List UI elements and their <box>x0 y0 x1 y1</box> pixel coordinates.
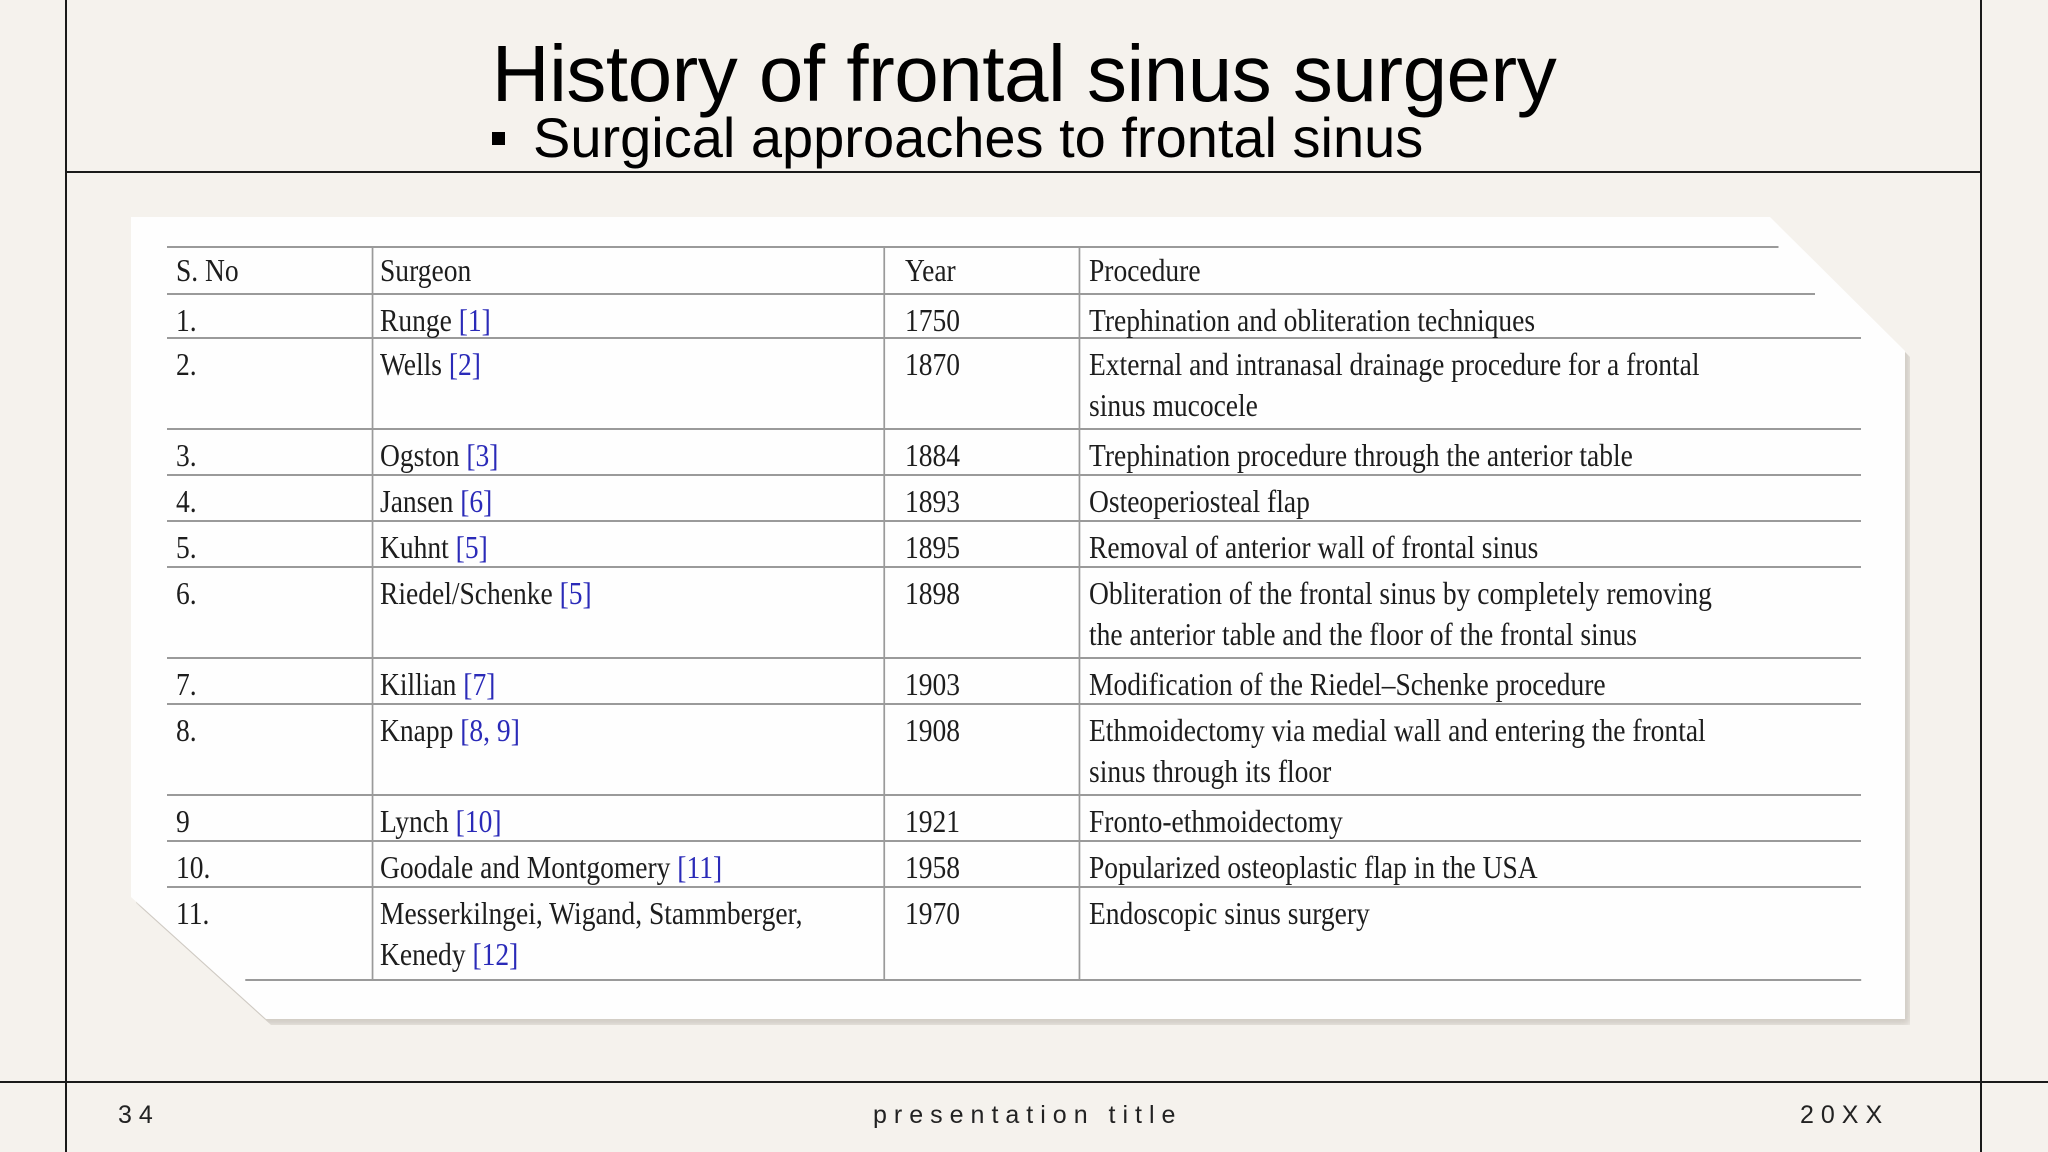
row-year: 1908 <box>904 712 961 748</box>
citation-link[interactable]: [11] <box>677 849 723 885</box>
citation-link[interactable]: [10] <box>455 803 502 839</box>
surgeon-line: Messerkilngei, Wigand, Stammberger, <box>379 895 803 931</box>
row-surgeon: Kuhnt [5] <box>379 529 488 565</box>
table-top-rule <box>167 246 1779 248</box>
citation-link[interactable]: [7] <box>463 666 496 702</box>
row-year: 1898 <box>904 575 961 611</box>
row-number: 3. <box>175 437 197 473</box>
row-number: 8. <box>175 712 197 748</box>
citation-link[interactable]: [5] <box>559 575 592 611</box>
surgeon-line: Kenedy [12] <box>379 936 519 972</box>
footer-divider <box>0 1081 2048 1083</box>
row-procedure <box>1089 527 1538 568</box>
footer-title: presentation title <box>873 1101 1183 1129</box>
slide-title: History of frontal sinus surgery <box>491 29 1557 118</box>
row-procedure <box>1089 801 1343 842</box>
table-column-rule <box>1079 246 1081 979</box>
table-header-cell: S. No <box>175 252 239 288</box>
row-year: 1903 <box>904 666 961 702</box>
row-surgeon: Lynch [10] <box>379 803 502 839</box>
slide-subtitle <box>492 106 1423 170</box>
procedure-line: Ethmoidectomy via medial wall and entering the frontal <box>1088 712 1706 748</box>
row-surgeon: Knapp [8, 9] <box>379 712 520 748</box>
citation-link[interactable]: [12] <box>472 936 519 972</box>
row-number: 5. <box>175 529 197 565</box>
procedure-line: Fronto-ethmoidectomy <box>1088 803 1343 839</box>
row-year: 1750 <box>904 302 961 338</box>
procedure-line: sinus through its floor <box>1088 753 1332 789</box>
table-header-rule <box>167 293 1815 295</box>
row-surgeon: Riedel/Schenke [5] <box>379 575 592 611</box>
table-header-cell: Year <box>904 252 956 288</box>
procedure-line: Osteoperiosteal flap <box>1088 483 1310 519</box>
procedure-line: Obliteration of the frontal sinus by completely removing <box>1088 575 1712 611</box>
row-surgeon: Killian [7] <box>379 666 496 702</box>
row-procedure <box>1089 893 1370 934</box>
procedure-line: Trephination procedure through the anterior table <box>1088 437 1633 473</box>
table-bottom-rule <box>245 979 1861 981</box>
citation-link[interactable]: [8, 9] <box>460 712 520 748</box>
citation-link[interactable]: [1] <box>458 302 491 338</box>
row-number: 6. <box>175 575 197 611</box>
row-surgeon: Wells [2] <box>379 346 481 382</box>
row-surgeon: Ogston [3] <box>379 437 499 473</box>
row-number: 9 <box>175 803 190 839</box>
row-year: 1970 <box>904 895 961 931</box>
row-number: 2. <box>175 346 197 382</box>
row-procedure <box>1089 344 1699 426</box>
row-number: 11. <box>175 895 210 931</box>
table-column-rule <box>883 246 885 979</box>
citation-link[interactable]: [5] <box>455 529 488 565</box>
row-surgeon: Runge [1] <box>379 302 491 338</box>
table-row-rule <box>167 428 1861 430</box>
row-procedure <box>1089 435 1633 476</box>
row-procedure <box>1089 481 1310 522</box>
row-procedure <box>1089 300 1535 341</box>
row-surgeon: Goodale and Montgomery [11] <box>379 849 723 885</box>
table-header-cell: Surgeon <box>379 252 472 288</box>
row-number: 1. <box>175 302 197 338</box>
row-year: 1921 <box>904 803 961 839</box>
row-surgeon <box>380 893 802 975</box>
table-column-rule <box>372 246 374 979</box>
procedure-line: Removal of anterior wall of frontal sinus <box>1088 529 1539 565</box>
title-divider <box>66 171 1981 173</box>
row-year: 1958 <box>904 849 961 885</box>
bullet-icon <box>492 132 505 145</box>
subtitle-text: Surgical approaches to frontal sinus <box>533 106 1424 169</box>
row-procedure <box>1089 573 1712 655</box>
row-number: 4. <box>175 483 197 519</box>
procedure-line: sinus mucocele <box>1088 387 1258 423</box>
table-row-rule <box>167 794 1861 796</box>
procedure-line: the anterior table and the floor of the frontal sinus <box>1088 616 1637 652</box>
row-year: 1884 <box>904 437 961 473</box>
citation-link[interactable]: [2] <box>448 346 481 382</box>
row-number: 10. <box>175 849 211 885</box>
row-year: 1870 <box>904 346 961 382</box>
procedure-line: Modification of the Riedel–Schenke procedure <box>1088 666 1606 702</box>
row-year: 1895 <box>904 529 961 565</box>
procedure-line: Trephination and obliteration techniques <box>1088 302 1536 338</box>
footer-year: 20XX <box>1800 1101 1890 1129</box>
row-procedure <box>1089 710 1706 792</box>
procedure-line: Endoscopic sinus surgery <box>1088 895 1370 931</box>
row-number: 7. <box>175 666 197 702</box>
row-year: 1893 <box>904 483 961 519</box>
procedure-line: Popularized osteoplastic flap in the USA <box>1088 849 1538 885</box>
row-surgeon: Jansen [6] <box>379 483 493 519</box>
citation-link[interactable]: [6] <box>460 483 493 519</box>
row-procedure <box>1089 847 1538 888</box>
row-procedure <box>1089 664 1606 705</box>
citation-link[interactable]: [3] <box>466 437 499 473</box>
table-header-cell: Procedure <box>1088 252 1201 288</box>
page-number: 34 <box>118 1101 160 1129</box>
table-row-rule <box>167 657 1861 659</box>
procedure-line: External and intranasal drainage procedure for a frontal <box>1088 346 1700 382</box>
